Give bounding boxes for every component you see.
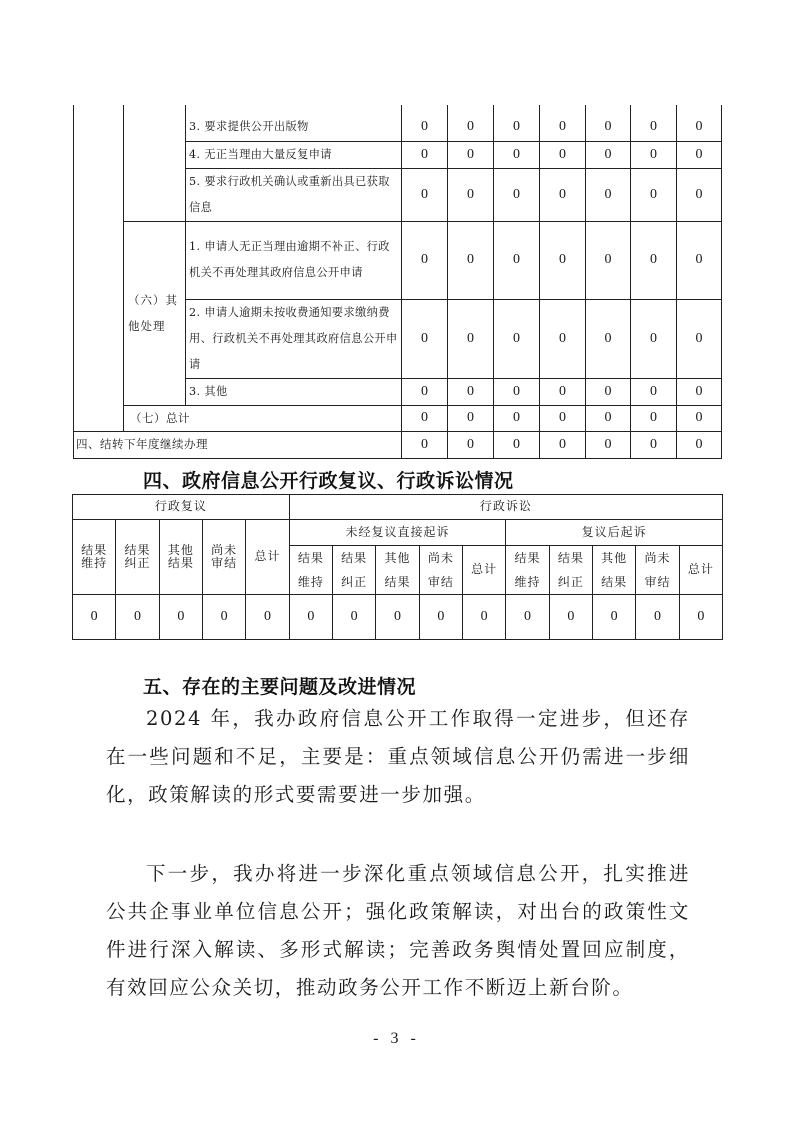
cell-value: 0 xyxy=(677,221,722,299)
cell-value: 0 xyxy=(586,299,631,378)
clipped-cell xyxy=(494,105,540,113)
col-header xyxy=(116,520,159,595)
col-header xyxy=(202,520,245,595)
group-header-row xyxy=(73,495,723,520)
col-header-line: 维持 xyxy=(81,556,108,570)
col-header-line: 结果 xyxy=(341,551,368,565)
col-header-line: 审结 xyxy=(211,556,238,570)
col-header-line: 纠正 xyxy=(124,556,151,570)
cell-value: 0 xyxy=(448,141,494,168)
cell-value: 0 xyxy=(448,113,494,141)
cell-value: 0 xyxy=(448,221,494,299)
col-header-line: 其他 xyxy=(601,551,628,565)
cell-value: 0 xyxy=(402,299,448,378)
cell-value: 0 xyxy=(448,299,494,378)
col-header-line: 尚未 xyxy=(211,542,238,557)
col-header xyxy=(506,546,549,595)
cell-value: 0 xyxy=(540,405,586,431)
cell-value: 0 xyxy=(540,113,586,141)
table-row xyxy=(74,221,722,299)
cell-value: 0 xyxy=(494,431,540,458)
cell-value: 0 xyxy=(677,141,722,168)
page-number: - 3 - xyxy=(373,1030,420,1047)
cell-value: 0 xyxy=(586,405,631,431)
group-header-litigation: 行政诉讼 xyxy=(289,495,722,520)
cell-value: 0 xyxy=(677,405,722,431)
cell-value: 0 xyxy=(202,595,245,640)
subgroup-header-after-review: 复议后起诉 xyxy=(506,520,723,546)
col-header xyxy=(289,546,332,595)
cell-value: 0 xyxy=(402,405,448,431)
col-header-line: 审结 xyxy=(427,575,454,589)
col-header xyxy=(549,546,592,595)
cell-value: 0 xyxy=(494,299,540,378)
cell-value: 0 xyxy=(540,141,586,168)
col-header xyxy=(419,546,462,595)
row-label: 4. 无正当理由大量反复申请 xyxy=(186,141,402,168)
cell-value: 0 xyxy=(586,113,631,141)
cell-value: 0 xyxy=(540,221,586,299)
row-label: 四、结转下年度继续办理 xyxy=(74,431,402,458)
cell-value: 0 xyxy=(631,299,677,378)
section-heading-5: 五、存在的主要问题及改进情况 xyxy=(143,676,417,698)
cell-value: 0 xyxy=(631,405,677,431)
clipped-cell xyxy=(186,105,402,113)
row-label: （七）总计 xyxy=(124,405,402,431)
application-handling-table-continuation xyxy=(73,105,722,459)
cell-value: 0 xyxy=(540,431,586,458)
clipped-cell xyxy=(124,105,186,113)
col-header-line: 结果 xyxy=(557,551,584,565)
col-header-total: 总计 xyxy=(246,520,289,595)
section6-label: （六）其他处理 xyxy=(128,293,178,333)
cell-value: 0 xyxy=(494,378,540,405)
cell-value: 0 xyxy=(631,431,677,458)
cell-value: 0 xyxy=(448,431,494,458)
cell-value: 0 xyxy=(419,595,462,640)
col-header xyxy=(592,546,635,595)
col-header-line: 维持 xyxy=(514,575,541,589)
cell-value: 0 xyxy=(631,221,677,299)
col-header xyxy=(636,546,679,595)
group-header-review: 行政复议 xyxy=(73,495,290,520)
clipped-cell xyxy=(74,105,124,113)
body-paragraph: 2024 年，我办政府信息公开工作取得一定进步，但还存在一些问题和不足，主要是：重点领域信息公开仍需进一步细化，政策解读的形式要需要进一步加强。 xyxy=(106,707,690,806)
table-row-carryover xyxy=(74,431,722,458)
table-row xyxy=(74,113,722,141)
section-heading-4: 四、政府信息公开行政复议、行政诉讼情况 xyxy=(143,470,514,492)
cell-value: 0 xyxy=(506,595,549,640)
cell-value: 0 xyxy=(73,595,116,640)
sub-category-cell xyxy=(124,113,186,221)
cell-value: 0 xyxy=(586,431,631,458)
cell-value: 0 xyxy=(540,299,586,378)
clipped-cell xyxy=(586,105,631,113)
cell-value: 0 xyxy=(631,113,677,141)
cell-value: 0 xyxy=(116,595,159,640)
col-header-line: 结果 xyxy=(167,556,194,570)
col-header-line: 纠正 xyxy=(557,575,584,589)
cell-value: 0 xyxy=(679,595,722,640)
col-header xyxy=(376,546,419,595)
clipped-cell xyxy=(631,105,677,113)
body-paragraph: 下一步，我办将进一步深化重点领域信息公开，扎实推进公共企事业单位信息公开；强化政策解读，对出台的政策性文件进行深入解读、多形式解读；完善政务舆情处置回应制度，有效回应公众关切，推动政务公开工作不断迈上新台阶。 xyxy=(106,862,690,999)
cell-value: 0 xyxy=(631,168,677,221)
table-row-total xyxy=(74,405,722,431)
cell-value: 0 xyxy=(448,168,494,221)
cell-value: 0 xyxy=(677,431,722,458)
cell-value: 0 xyxy=(677,113,722,141)
clipped-cell xyxy=(448,105,494,113)
row-label: 2. 申请人逾期未按收费通知要求缴纳费用、行政机关不再处理其政府信息公开申请 xyxy=(186,299,402,378)
cell-value: 0 xyxy=(494,113,540,141)
section6-label-cell xyxy=(124,221,186,405)
col-header-line: 结果 xyxy=(297,551,324,565)
col-header-line: 尚未 xyxy=(644,551,671,565)
cell-value: 0 xyxy=(677,168,722,221)
cell-value: 0 xyxy=(402,221,448,299)
cell-value: 0 xyxy=(289,595,332,640)
col-header-line: 其他 xyxy=(384,551,411,565)
cell-value: 0 xyxy=(586,168,631,221)
clipped-top-row xyxy=(74,105,722,113)
cell-value: 0 xyxy=(448,405,494,431)
col-header-line: 结果 xyxy=(384,575,411,589)
col-header-line: 结果 xyxy=(124,542,151,557)
cell-value: 0 xyxy=(631,141,677,168)
clipped-cell xyxy=(677,105,722,113)
cell-value: 0 xyxy=(159,595,202,640)
cell-value: 0 xyxy=(494,405,540,431)
col-header xyxy=(159,520,202,595)
cell-value: 0 xyxy=(677,378,722,405)
table-row-values xyxy=(73,595,723,640)
cell-value: 0 xyxy=(448,378,494,405)
cell-value: 0 xyxy=(636,595,679,640)
subgroup-header-direct: 未经复议直接起诉 xyxy=(289,520,506,546)
col-header-line: 尚未 xyxy=(427,551,454,565)
cell-value: 0 xyxy=(333,595,376,640)
col-header xyxy=(73,520,116,595)
cell-value: 0 xyxy=(402,113,448,141)
cell-value: 0 xyxy=(631,378,677,405)
col-header-line: 维持 xyxy=(297,575,324,589)
cell-value: 0 xyxy=(246,595,289,640)
cell-value: 0 xyxy=(677,299,722,378)
row-label: 5. 要求行政机关确认或重新出具已获取信息 xyxy=(186,168,402,221)
col-header-line: 纠正 xyxy=(341,575,368,589)
col-header-line: 结果 xyxy=(601,575,628,589)
review-litigation-table xyxy=(72,494,723,640)
cell-value: 0 xyxy=(586,378,631,405)
col-header-line: 审结 xyxy=(644,575,671,589)
cell-value: 0 xyxy=(494,221,540,299)
clipped-cell xyxy=(402,105,448,113)
cell-value: 0 xyxy=(402,168,448,221)
subgroup-header-row xyxy=(73,520,723,546)
clipped-cell xyxy=(540,105,586,113)
cell-value: 0 xyxy=(463,595,506,640)
cell-value: 0 xyxy=(540,378,586,405)
row-label: 1. 申请人无正当理由逾期不补正、行政机关不再处理其政府信息公开申请 xyxy=(186,221,402,299)
col-header-line: 结果 xyxy=(514,551,541,565)
cell-value: 0 xyxy=(549,595,592,640)
cell-value: 0 xyxy=(494,168,540,221)
col-header-line: 结果 xyxy=(81,542,108,557)
col-header-total: 总计 xyxy=(679,546,722,595)
col-header-line: 其他 xyxy=(167,542,194,557)
cell-value: 0 xyxy=(586,221,631,299)
cell-value: 0 xyxy=(540,168,586,221)
cell-value: 0 xyxy=(402,431,448,458)
cell-value: 0 xyxy=(376,595,419,640)
cell-value: 0 xyxy=(402,141,448,168)
col-header-total: 总计 xyxy=(463,546,506,595)
row-label: 3. 要求提供公开出版物 xyxy=(186,113,402,141)
cell-value: 0 xyxy=(402,378,448,405)
cell-value: 0 xyxy=(592,595,635,640)
cell-value: 0 xyxy=(586,141,631,168)
cell-value: 0 xyxy=(494,141,540,168)
col-header xyxy=(333,546,376,595)
outer-category-cell xyxy=(74,113,124,431)
row-label: 3. 其他 xyxy=(186,378,402,405)
